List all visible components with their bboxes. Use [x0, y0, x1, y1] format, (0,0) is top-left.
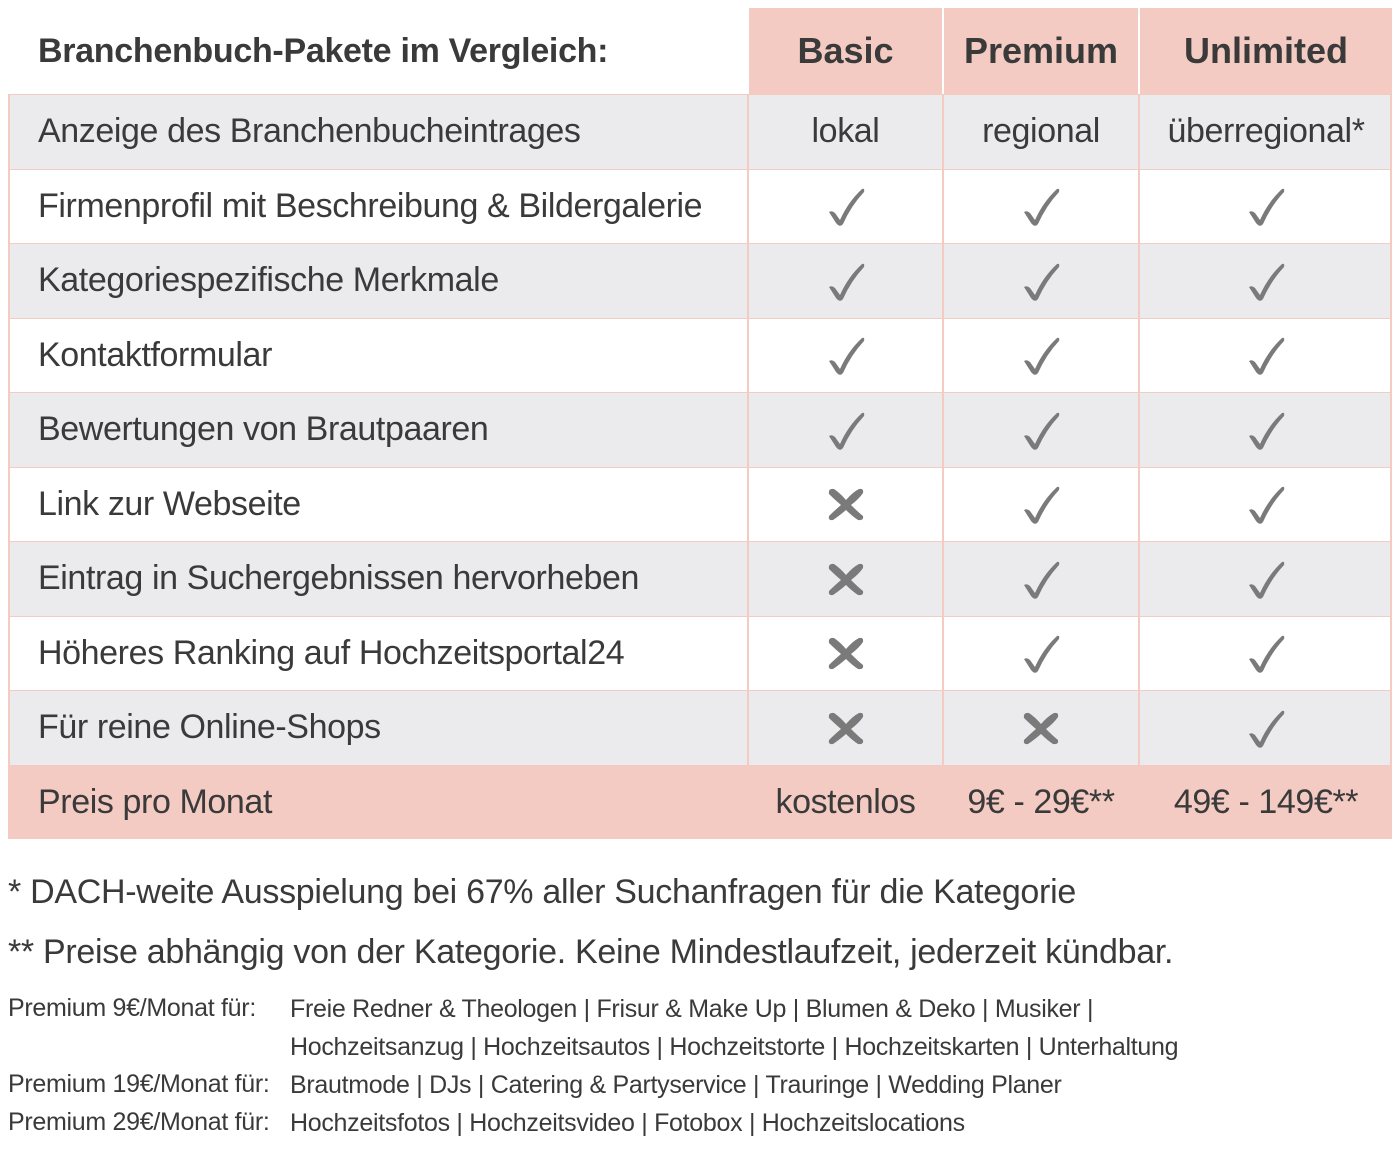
tier-categories	[290, 990, 1178, 1066]
cross-icon	[749, 542, 942, 616]
column-divider	[747, 170, 749, 244]
table-header	[8, 8, 1392, 94]
tier-block	[8, 1104, 1392, 1142]
table-left-border	[8, 95, 10, 169]
plan-premium-header: Premium	[944, 8, 1138, 94]
feature-label: Eintrag in Suchergebnissen hervorheben	[38, 559, 639, 598]
plan-basic-header: Basic	[749, 8, 942, 94]
comparison-table	[8, 8, 1392, 839]
table-left-border	[8, 617, 10, 691]
column-divider	[942, 244, 944, 318]
table-left-border	[8, 244, 10, 318]
cross-icon	[749, 468, 942, 542]
tier-category-line: Hochzeitsfotos | Hochzeitsvideo | Fotobox | Hochzeitslocations	[290, 1109, 965, 1137]
column-divider	[942, 468, 944, 542]
tier-categories	[290, 1104, 965, 1142]
cell-basic: lokal	[811, 112, 880, 151]
column-divider	[747, 244, 749, 318]
tier-category-line: Brautmode | DJs | Catering & Partyservice | Trauringe | Wedding Planer	[290, 1071, 1062, 1099]
feature-label: Kontaktformular	[38, 335, 272, 374]
column-divider	[942, 542, 944, 616]
column-divider	[1138, 691, 1140, 765]
table-left-border	[8, 542, 10, 616]
tier-block	[8, 990, 1392, 1066]
column-divider	[942, 617, 944, 691]
column-divider	[1390, 244, 1392, 318]
column-divider	[747, 95, 749, 169]
column-divider	[942, 170, 944, 244]
column-divider	[1390, 393, 1392, 467]
column-divider	[747, 617, 749, 691]
cross-icon	[749, 617, 942, 691]
column-divider	[942, 691, 944, 765]
table-row	[8, 690, 1392, 765]
feature-label: Link zur Webseite	[38, 484, 301, 523]
check-icon	[944, 244, 1138, 318]
column-divider	[942, 393, 944, 467]
cell-unlimited: 49€ - 149€**	[1173, 782, 1359, 821]
column-divider	[942, 766, 944, 840]
table-row	[8, 243, 1392, 318]
tier-label: Premium 9€/Monat für:	[8, 994, 256, 1022]
feature-label: Kategoriespezifische Merkmale	[38, 261, 499, 300]
table-left-border	[8, 393, 10, 467]
cross-icon	[749, 691, 942, 765]
tier-categories	[290, 1066, 1062, 1104]
check-icon	[1140, 691, 1392, 765]
column-divider	[1138, 468, 1140, 542]
table-left-border	[8, 170, 10, 244]
check-icon	[1140, 170, 1392, 244]
footnote-prices: ** Preise abhängig von der Kategorie. Keine Mindestlaufzeit, jederzeit kündbar.	[8, 933, 1174, 971]
check-icon	[1140, 244, 1392, 318]
table-row	[8, 318, 1392, 393]
premium-tier-list	[8, 990, 1392, 1142]
tier-category-line: Freie Redner & Theologen | Frisur & Make Up | Blumen & Deko | Musiker |	[290, 995, 1094, 1023]
tier-block	[8, 1066, 1392, 1104]
feature-label: Firmenprofil mit Beschreibung & Bildergalerie	[38, 186, 703, 225]
cell-unlimited: überregional*	[1167, 112, 1365, 151]
feature-label: Preis pro Monat	[38, 782, 272, 821]
table-row	[8, 169, 1392, 244]
check-icon	[749, 244, 942, 318]
table-left-border	[8, 468, 10, 542]
column-divider	[942, 95, 944, 169]
column-divider	[1390, 617, 1392, 691]
check-icon	[1140, 468, 1392, 542]
column-divider	[1138, 319, 1140, 393]
check-icon	[1140, 542, 1392, 616]
feature-label: Für reine Online-Shops	[38, 708, 381, 747]
column-divider	[1390, 542, 1392, 616]
check-icon	[749, 319, 942, 393]
column-divider	[1138, 95, 1140, 169]
check-icon	[944, 542, 1138, 616]
cell-premium: regional	[982, 112, 1100, 151]
check-icon	[1140, 617, 1392, 691]
column-divider	[1390, 319, 1392, 393]
column-divider	[1138, 170, 1140, 244]
tier-category-line: Hochzeitsanzug | Hochzeitsautos | Hochzeitstorte | Hochzeitskarten | Unterhaltung	[290, 1033, 1179, 1061]
check-icon	[749, 393, 942, 467]
check-icon	[944, 170, 1138, 244]
column-divider	[747, 691, 749, 765]
check-icon	[944, 617, 1138, 691]
table-left-border	[8, 319, 10, 393]
table-body	[8, 94, 1392, 839]
plan-unlimited-header: Unlimited	[1140, 8, 1392, 94]
table-left-border	[8, 766, 10, 840]
table-row	[8, 616, 1392, 691]
cell-premium: 9€ - 29€**	[967, 782, 1115, 821]
column-divider	[1390, 170, 1392, 244]
column-divider	[1390, 95, 1392, 169]
column-divider	[1138, 244, 1140, 318]
table-row	[8, 392, 1392, 467]
column-divider	[747, 542, 749, 616]
table-row	[8, 467, 1392, 542]
check-icon	[749, 170, 942, 244]
check-icon	[1140, 393, 1392, 467]
check-icon	[944, 319, 1138, 393]
column-divider	[1138, 393, 1140, 467]
column-divider	[747, 468, 749, 542]
check-icon	[1140, 319, 1392, 393]
table-left-border	[8, 691, 10, 765]
cell-basic: kostenlos	[775, 782, 916, 821]
column-divider	[1138, 617, 1140, 691]
cross-icon	[944, 691, 1138, 765]
column-divider	[747, 766, 749, 840]
column-divider	[1138, 766, 1140, 840]
column-divider	[1138, 542, 1140, 616]
check-icon	[944, 468, 1138, 542]
price-row	[8, 765, 1392, 840]
feature-label: Bewertungen von Brautpaaren	[38, 410, 489, 449]
check-icon	[944, 393, 1138, 467]
footnotes	[8, 862, 1392, 1142]
column-divider	[1390, 766, 1392, 840]
footnote-dach: * DACH-weite Ausspielung bei 67% aller Suchanfragen für die Kategorie	[8, 873, 1076, 911]
table-title: Branchenbuch-Pakete im Vergleich:	[38, 31, 609, 70]
column-divider	[1390, 468, 1392, 542]
tier-label: Premium 19€/Monat für:	[8, 1070, 270, 1098]
feature-label: Höheres Ranking auf Hochzeitsportal24	[38, 633, 625, 672]
column-divider	[747, 319, 749, 393]
column-divider	[747, 393, 749, 467]
table-row	[8, 94, 1392, 169]
table-row	[8, 541, 1392, 616]
tier-label: Premium 29€/Monat für:	[8, 1108, 270, 1136]
column-divider	[942, 319, 944, 393]
column-divider	[1390, 691, 1392, 765]
feature-label: Anzeige des Branchenbucheintrages	[38, 112, 581, 151]
